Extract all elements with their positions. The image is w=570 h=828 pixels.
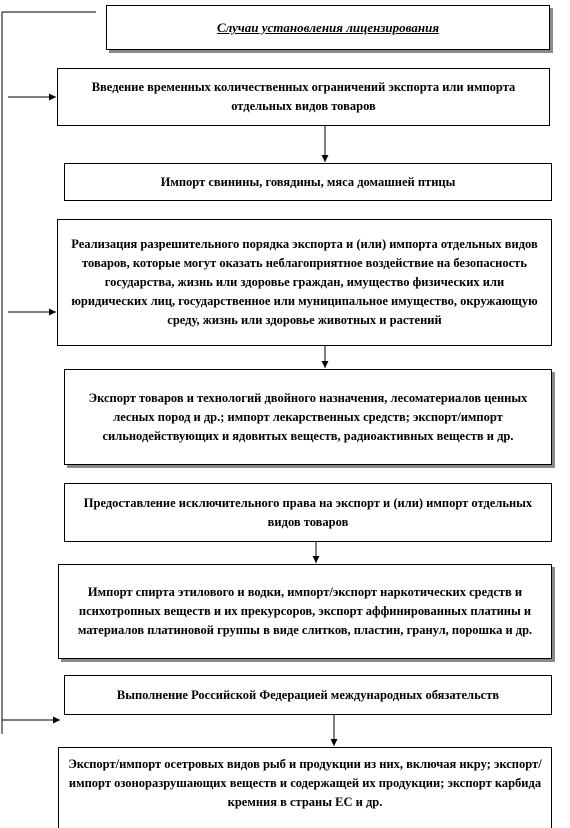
box-meat-import-text: Импорт свинины, говядины, мяса домашней птицы — [160, 174, 456, 189]
box-exclusive-right — [64, 483, 552, 542]
box-dual-use — [64, 369, 552, 465]
box-sturgeon — [58, 747, 552, 828]
box-intl-obligations-text: Выполнение Российской Федерацией международных обязательств — [116, 687, 500, 702]
box-temp-limits-text: Введение временных количественных ограничений экспорта или импорта отдельных видов товаров — [91, 80, 516, 113]
box-permit-order-text: Реализация разрешительного порядка экспорта и (или) импорта отдельных видов товаров, которые могут оказать неблагоприятное воздействие на безопасность государства, жизнь или здоровье граждан, имущество физических или юридических лиц, государственное или муниципальное имущество, окружающую среду, жизнь или здоровье животных и растений — [71, 237, 538, 327]
box-temp-limits — [57, 68, 550, 126]
box-dual-use-text: Экспорт товаров и технологий двойного назначения, лесоматериалов ценных лесных пород и др.; импорт лекарственных средств; экспорт/импорт сильнодействующих и ядовитых веществ, радиоактивных веществ и др. — [88, 390, 528, 443]
box-exclusive-right-text: Предоставление исключительного права на экспорт и (или) импорт отдельных видов товаров — [83, 495, 533, 529]
box-meat-import — [64, 163, 552, 201]
box-intl-obligations — [64, 675, 552, 715]
diagram-title — [106, 5, 550, 50]
box-sturgeon-text: Экспорт/импорт осетровых видов рыб и продукции из них, включая икру; экспорт/импорт озоноразрушающих веществ и содержащей их продукции; экспорт карбида кремния в страны ЕС и др. — [68, 757, 542, 809]
box-alcohol-drugs-text: Импорт спирта этилового и водки, импорт/экспорт наркотических средств и психотропных веществ и их прекурсоров, экспорт аффинированных платины и материалов платиновой группы в виде слитков, пластин, гранул, порошка и др. — [77, 585, 533, 637]
box-permit-order — [57, 219, 552, 346]
diagram-title-text: Случаи установления лицензирования — [216, 20, 440, 35]
box-alcohol-drugs — [58, 564, 552, 659]
